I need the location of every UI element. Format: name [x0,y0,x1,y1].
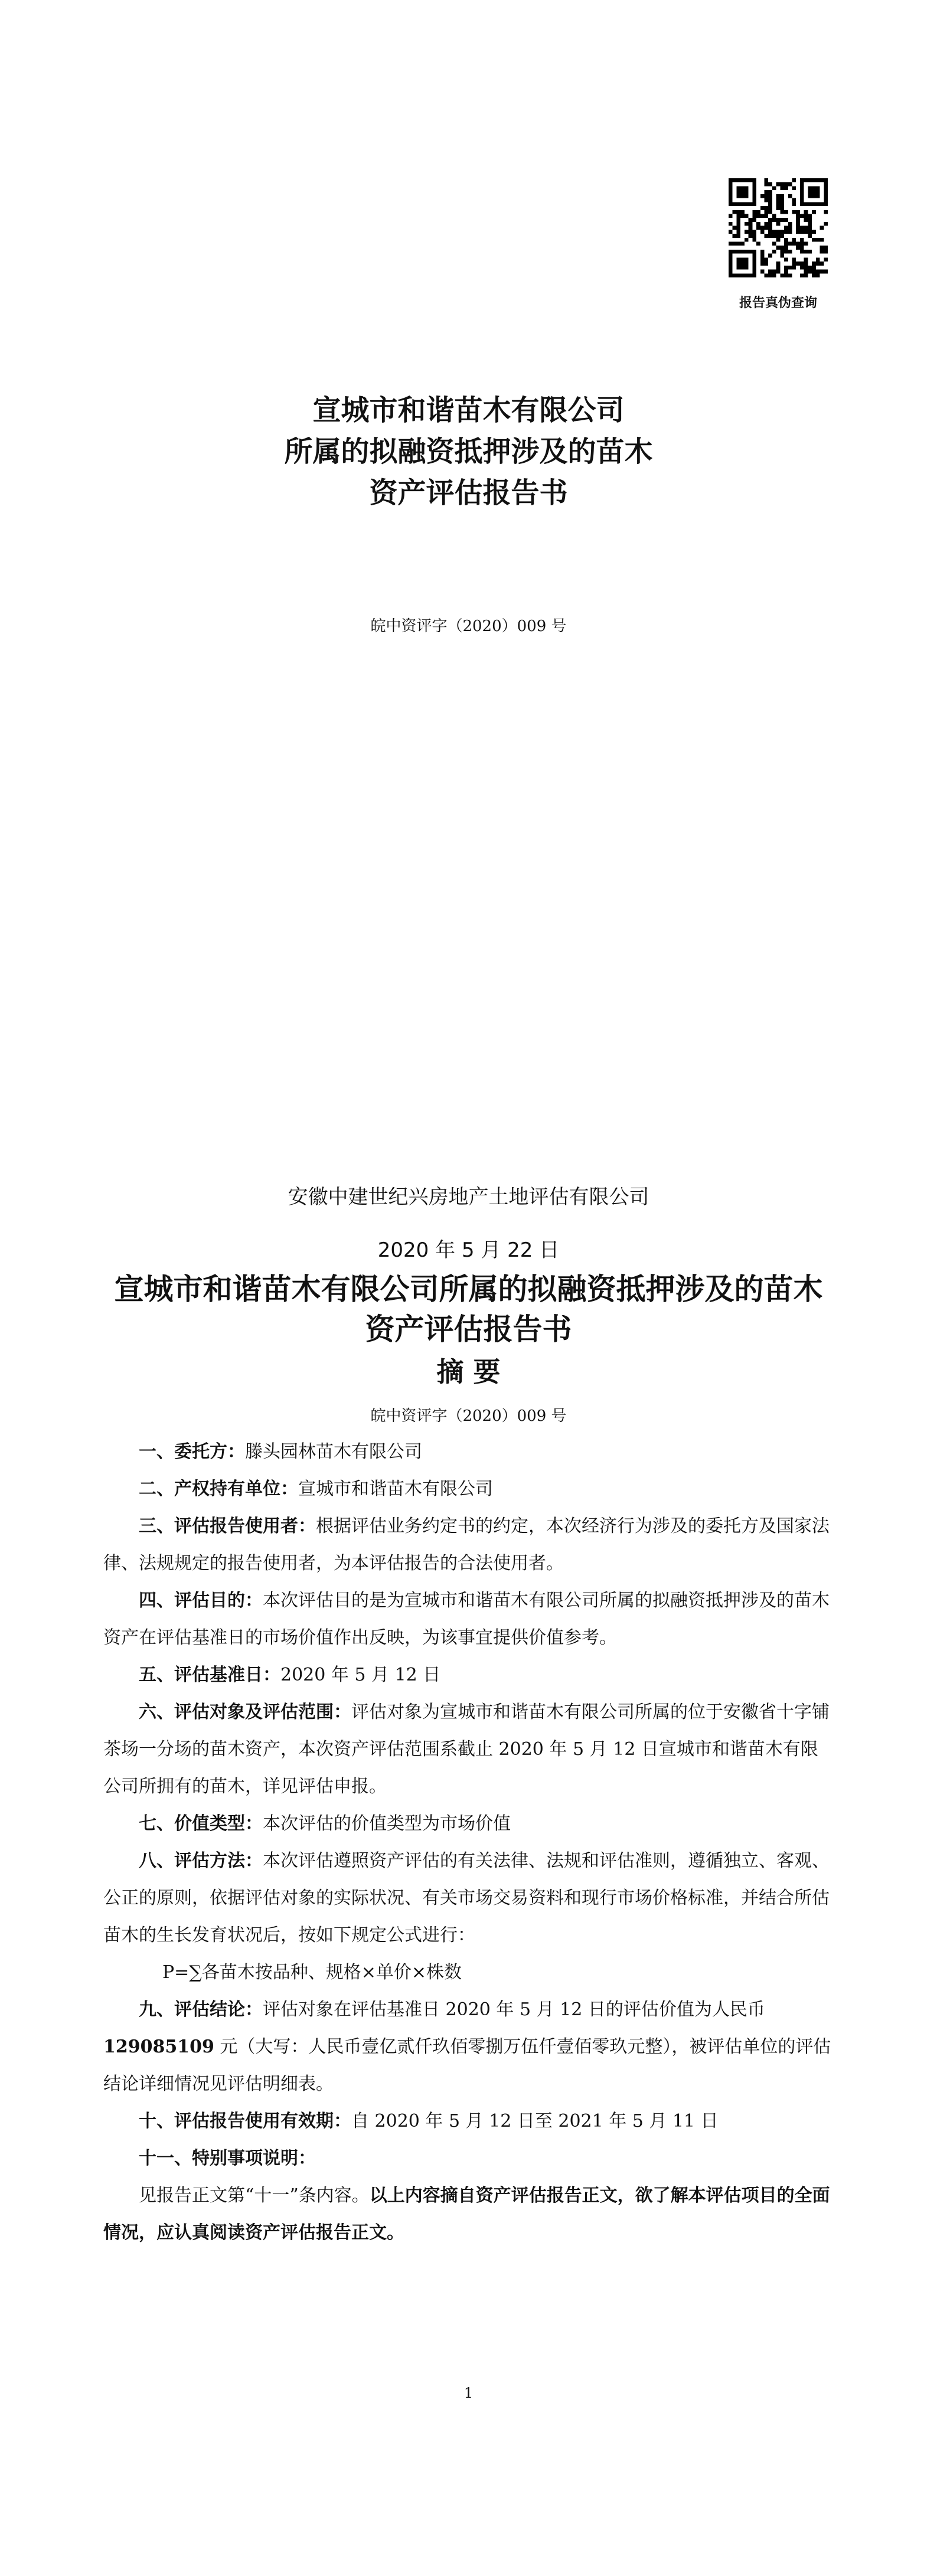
summary-item: 八、评估方法：本次评估遵照资产评估的有关法律、法规和评估准则，遵循独立、客观、公正的原则，依据评估对象的实际状况、有关市场交易资料和现行市场价格标准，并结合所估苗木的生长发育状况后，按如下规定公式进行： [103,1851,830,1946]
summary-item-special: 十一、特别事项说明： [139,2148,316,2169]
summary-item: 七、价值类型：本次评估的价值类型为市场价值 [139,1813,511,1834]
summary-title-line-1: 宣城市和谐苗木有限公司所属的拟融资抵押涉及的苗木 [114,1272,823,1306]
summary-item: 四、评估目的：本次评估目的是为宣城市和谐苗木有限公司所属的拟融资抵押涉及的苗木资产在评估基准日的市场价值作出反映，为该事宜提供价值参考。 [103,1590,830,1648]
summary-item-validity: 十、评估报告使用有效期：自 2020 年 5 月 12 日至 2021 年 5 月 11 日 [139,2111,719,2132]
summary-title-line-2: 资产评估报告书 [365,1312,572,1346]
qr-code [729,178,828,277]
cover-title-line-2: 所属的拟融资抵押涉及的苗木 [284,435,653,468]
summary-item-conclusion: 九、评估结论：评估对象在评估基准日 2020 年 5 月 12 日的评估价值为人民币 129085109 元（大写：人民币壹亿贰仟玖佰零捌万伍仟壹佰零玖元整），被评估单位的评估结论详细情况见评估明细表。 [103,1999,831,2094]
special-matters-text: 见报告正文第“十一”条内容。以上内容摘自资产评估报告正文，欲了解本评估项目的全面情况，应认真阅读资产评估报告正文。 [103,2185,830,2243]
summary-item: 三、评估报告使用者：根据评估业务约定书的约定，本次经济行为涉及的委托方及国家法律、法规规定的报告使用者，为本评估报告的合法使用者。 [103,1516,830,1574]
summary-item: 二、产权持有单位：宣城市和谐苗木有限公司 [139,1479,493,1499]
summary-item: 一、委托方：滕头园林苗木有限公司 [139,1441,422,1462]
summary-body [103,1433,835,2251]
page-number: 1 [463,2385,474,2401]
summary-item: 五、评估基准日：2020 年 5 月 12 日 [139,1665,441,1685]
summary-ref-number: 皖中资评字（2020）009 号 [370,1407,567,1425]
cover-ref-number: 皖中资评字（2020）009 号 [370,617,567,635]
issuer-company: 安徽中建世纪兴房地产土地评估有限公司 [288,1185,649,1209]
summary-item: 六、评估对象及评估范围：评估对象为宣城市和谐苗木有限公司所属的位于安徽省十字铺茶场一分场的苗木资产，本次资产评估范围系截止 2020 年 5 月 12 日宣城市和谐苗木有限公司所拥有的苗木，详见评估申报。 [103,1702,830,1797]
valuation-amount: 129085109 [103,2036,214,2057]
qr-caption: 报告真伪查询 [739,295,817,310]
report-date: 2020 年 5 月 22 日 [377,1238,560,1262]
cover-title-line-3: 资产评估报告书 [369,476,568,509]
summary-subtitle: 摘 要 [436,1356,501,1388]
cover-title-line-1: 宣城市和谐苗木有限公司 [312,394,625,427]
cover-title [0,390,937,514]
valuation-formula: P=∑各苗木按品种、规格×单价×株数 [162,1962,462,1983]
summary-title [0,1269,937,1349]
